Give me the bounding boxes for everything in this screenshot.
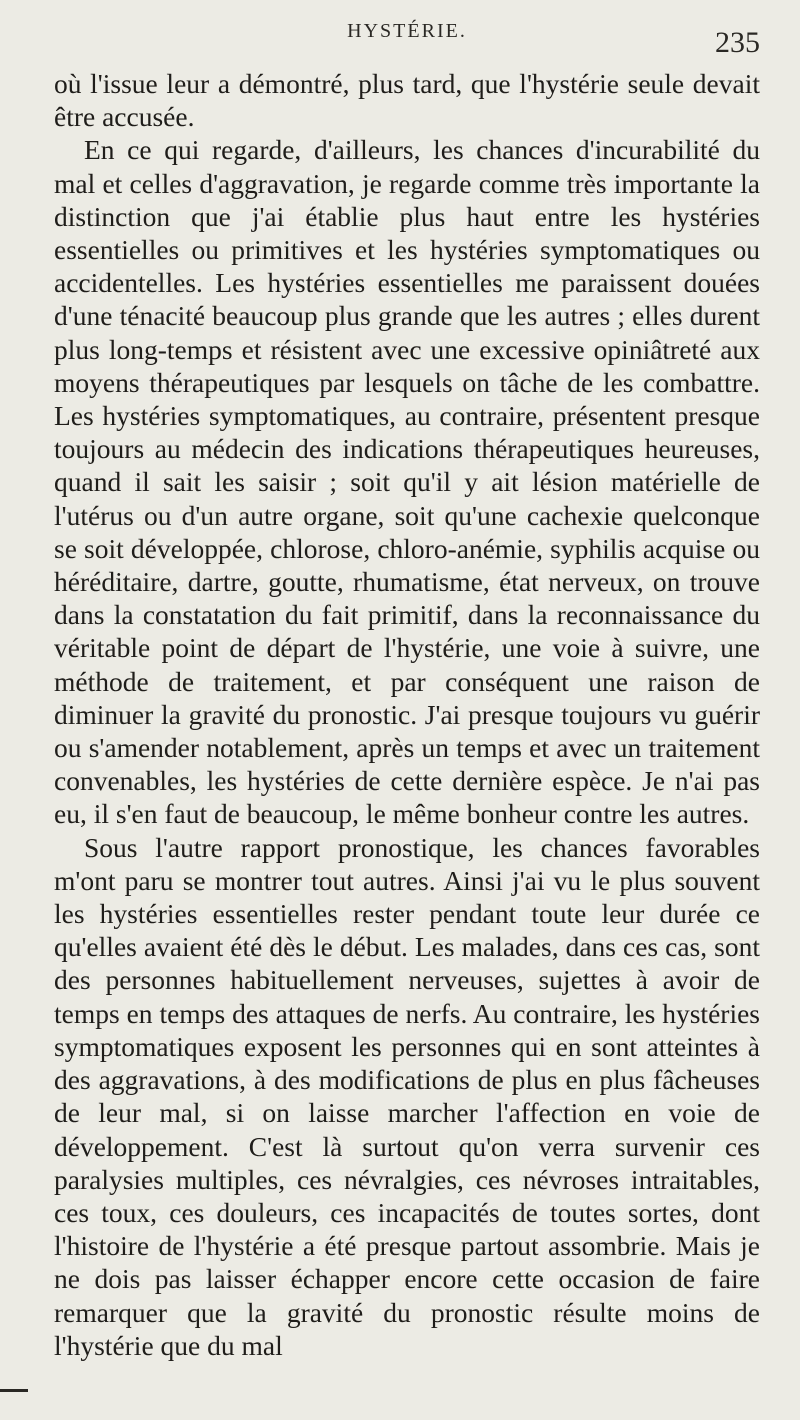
page-header <box>54 20 760 60</box>
body-text <box>54 67 760 1362</box>
paragraph-2: En ce qui regarde, d'ailleurs, les chances d'incurabilité du mal et celles d'aggravation, je regarde comme très importante la distinction que j'ai établie plus haut entre les hystéries essentielles ou primitives et les hystéries symptomatiques ou accidentelles. Les hystéries essentielles me paraissent douées d'une ténacité beaucoup plus grande que les autres ; elles durent plus long-temps et résistent avec une excessive opiniâtreté aux moyens thérapeutiques par lesquels on tâche de les combattre. Les hystéries symptomatiques, au contraire, présentent presque toujours au médecin des indications thérapeutiques heureuses, quand il sait les saisir ; soit qu'il y ait lésion matérielle de l'utérus ou d'un autre organe, soit qu'une cachexie quelconque se soit développée, chlorose, chloro-anémie, syphilis acquise ou héréditaire, dartre, goutte, rhumatisme, état nerveux, on trouve dans la constatation du fait primitif, dans la reconnaissance du véritable point de départ de l'hystérie, une voie à suivre, une méthode de traitement, et par conséquent une raison de diminuer la gravité du pronostic. J'ai presque toujours vu guérir ou s'amender notablement, après un temps et avec un traitement convenables, les hystéries de cette dernière espèce. Je n'ai pas eu, il s'en faut de beaucoup, le même bonheur contre les autres. <box>54 134 760 830</box>
page-number: 235 <box>715 26 760 59</box>
paragraph-1: où l'issue leur a démontré, plus tard, que l'hystérie seule devait être accusée. <box>54 68 760 133</box>
running-title: HYSTÉRIE. <box>347 20 467 42</box>
paragraph-3: Sous l'autre rapport pronostique, les chances favorables m'ont paru se montrer tout autres. Ainsi j'ai vu le plus souvent les hystéries essentielles rester pendant toute leur durée ce qu'elles avaient été dès le début. Les malades, dans ces cas, sont des personnes habituellement nerveuses, sujettes à avoir de temps en temps des attaques de nerfs. Au contraire, les hystéries symptomatiques exposent les personnes qui en sont atteintes à des aggravations, à des modifications de plus en plus fâcheuses de leur mal, si on laisse marcher l'affection en voie de développement. C'est là surtout qu'on verra survenir ces paralysies multiples, ces névralgies, ces névroses intraitables, ces toux, ces douleurs, ces incapacités de toutes sortes, dont l'histoire de l'hystérie a été presque partout assombrie. Mais je ne dois pas laisser échapper encore cette occasion de faire remarquer que la gravité du pronostic résulte moins de l'hystérie que du mal <box>54 831 760 1361</box>
page-edge-mark <box>0 1389 28 1392</box>
